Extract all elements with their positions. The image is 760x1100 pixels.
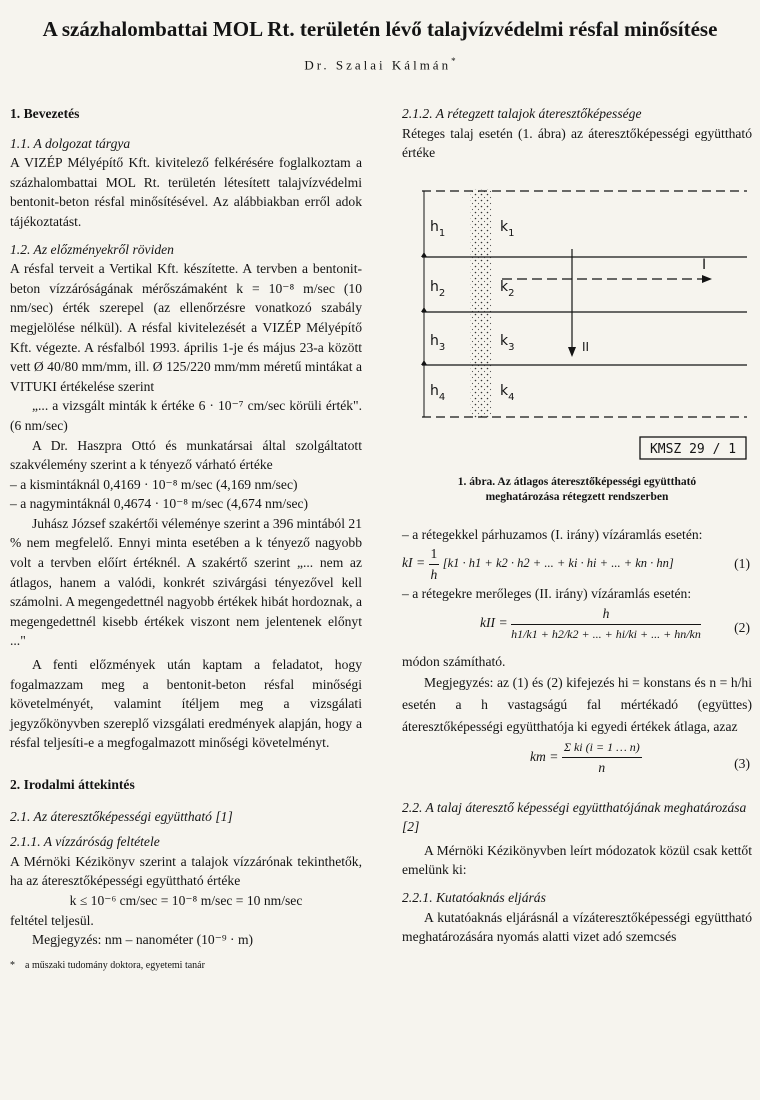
label-h4: $h_4$ xyxy=(430,382,446,403)
label-h1: $h_1$ xyxy=(430,218,446,239)
section-2-heading: 2. Irodalmi áttekintés xyxy=(10,777,135,792)
section-2-2-heading: 2.2. A talaj áteresztő képességi együtthatójának meghatározása [2] xyxy=(402,799,747,835)
author-footnote-mark: * xyxy=(451,56,456,66)
equation-2 xyxy=(402,604,752,652)
paragraph-6: A Mérnöki Kézikönyv szerint a talajok vízzárónak tekinthetők, ha az áteresztőképességi együttható értéke xyxy=(10,853,362,889)
eq3-lhs: km = xyxy=(530,748,559,764)
eq2-lhs: kII = xyxy=(480,615,508,631)
label-h2: $h_2$ xyxy=(430,278,446,299)
watertight-formula: k ≤ 10⁻⁶ cm/sec = 10⁻⁸ m/sec = 10 nm/sec xyxy=(69,892,303,908)
arrowhead-perpendicular xyxy=(568,347,576,357)
perpendicular-flow-intro: – a rétegekre merőleges (II. irány) vízáramlás esetén: xyxy=(402,586,692,602)
label-k1: $k_1$ xyxy=(500,218,515,239)
note-constant: Megjegyzés: az (1) és (2) kifejezés hi = konstans és n = h/hi esetén a h vastagságú fal mértékadó (együttes) áteresztőképességi együtthatója ki egyedi értékek átlaga, azaz xyxy=(402,674,752,734)
section-2-1-heading: 2.1. Az áteresztőképességi együttható [1] xyxy=(10,808,233,824)
label-k2: $k_2$ xyxy=(500,278,515,299)
parallel-flow-intro: – a rétegekkel párhuzamos (I. irány) vízáramlás esetén: xyxy=(402,526,703,542)
section-1-heading: 1. Bevezetés xyxy=(10,106,80,121)
footnote-text: a műszaki tudomány doktora, egyetemi tanár xyxy=(25,959,205,971)
caption-line-2: meghatározása rétegzett rendszerben xyxy=(485,490,669,503)
section-2-1-2-heading: 2.1.2. A rétegzett talajok áteresztőképessége xyxy=(402,106,642,121)
eq2-number: (2) xyxy=(734,620,750,636)
note-nanometer: Megjegyzés: nm – nanométer (10⁻⁹ · m) xyxy=(32,932,254,948)
paragraph-methods: A Mérnöki Kézikönyvben leírt módozatok közül csak kettőt emelünk ki: xyxy=(402,842,752,878)
paragraph-3: A Dr. Haszpra Ottó és munkatársai által szolgáltatott szakvélemény szerint a k tényező várható értéke xyxy=(10,437,362,473)
article-title: A százhalombattai MOL Rt. területén lévő talajvízvédelmi résfal minősítése xyxy=(42,17,718,41)
section-1-1-heading: 1.1. A dolgozat tárgya xyxy=(10,135,131,151)
eq1-number: (1) xyxy=(734,556,750,572)
equation-1 xyxy=(402,544,752,584)
section-1-2-heading: 1.2. Az előzményekről röviden xyxy=(10,241,174,257)
quote-1: „... a vizsgált minták k értéke 6 · 10⁻⁷ cm/sec körüli érték". (6 nm/sec) xyxy=(10,398,362,433)
eq3-fraction: $\frac{\text{Σ ki (i = 1 … n)}}{n}$ xyxy=(563,739,640,776)
left-column xyxy=(10,104,362,975)
caption-line-1: 1. ábra. Az átlagos áteresztőképességi együttható xyxy=(457,475,697,488)
section-2-1-1-heading: 2.1.1. A vízzáróság feltétele xyxy=(10,834,160,850)
label-h3: $h_3$ xyxy=(430,332,446,353)
author-name: Dr. Szalai Kálmán xyxy=(304,57,452,73)
paragraph-1: A VIZÉP Mélyépítő Kft. kivitelező felkérésére foglalkoztam a százhalombattai MOL Rt. területén létesített talajvízvédelmi bentonit-beton résfal minősítésével. Az alábbiakban erről adok tájékoztatást. xyxy=(10,155,362,229)
stamp-text: KMSZ 29 / 1 xyxy=(649,441,737,457)
bullet-large-samples: – a nagymintáknál 0,4674 · 10⁻⁸ m/sec (4,674 nm/sec) xyxy=(10,496,309,512)
layered-soil-diagram xyxy=(402,169,752,469)
eq3-number: (3) xyxy=(734,755,750,771)
label-k4: $k_4$ xyxy=(500,382,515,403)
arrowhead-parallel xyxy=(702,275,712,283)
figure-caption xyxy=(402,475,752,505)
paragraph-layered: Réteges talaj esetén (1. ábra) az áteresztőképességi együttható értéke xyxy=(402,125,752,161)
right-column xyxy=(402,104,752,947)
paragraph-2: A résfal tervеit a Vertikal Kft. készítette. A tervben a bentonit-beton vízzáróságának mérőszámaként k = 10⁻⁸ m/sec (10 nm/sec) érték szerepel (az ellenőrzésre vonatkozó szabály megjelölése nélkül). A résfal kivitelezését a VIZÉP Mélyépítő Kft. végezte. A résfalból 1993. április 1-je és május 23-a között vett Ø 40/80 mm/mm, ill. Ø 125/220 mm/mm méretű mintákat a VITUKI értékelése szerint xyxy=(10,261,362,394)
eq2-fraction: $\frac{h}{h1/k1 + h2/k2 + ... + hi/ki + ... + hn/kn}$ xyxy=(511,605,701,641)
label-k3: $k_3$ xyxy=(500,332,515,353)
footnote xyxy=(10,956,362,976)
eq1-body: [k1 · h1 + k2 · h2 + ... + ki · hi + ... + kn · hn] xyxy=(442,556,674,571)
paragraph-computable: módon számítható. xyxy=(402,653,506,669)
footnote-mark: * xyxy=(10,959,15,971)
paragraph-4: Juhász József szakértői véleménye szerint a 396 mintából 21 % nem megfelelő. Ennyi minta esetében a k tényező nagyobb volt a tervben előírt értéknél. A szakértő szerint „... nem az átlagos, hanem a valódi, konkrét szivárgási tényezővel kell számolni. A megengedettnél nagyobb értékek hibát hordoznak, a megengedettnél kisebb értékek viszont nem jelentenek előnyt ..." xyxy=(10,515,362,649)
figure-1 xyxy=(402,169,752,469)
label-direction-I: I xyxy=(702,256,707,273)
paragraph-7: feltétel teljesül. xyxy=(10,912,94,928)
bullet-small-samples: – a kismintáknál 0,4169 · 10⁻⁸ m/sec (4,169 nm/sec) xyxy=(10,476,298,492)
section-2-2-1-heading: 2.2.1. Kutatóaknás eljárás xyxy=(402,889,546,905)
paragraph-pit-method: A kutatóaknás eljárásnál a vízáteresztőképességi együttható meghatározására nyomás alatti vizet adó szemcsés xyxy=(402,909,752,945)
eq1-lhs: kI = xyxy=(402,555,426,571)
label-direction-II: II xyxy=(582,339,590,354)
equation-3 xyxy=(402,738,752,790)
eq1-fraction: $\frac{1}{h}$ xyxy=(430,546,438,582)
author-line xyxy=(0,52,760,75)
wall-strip xyxy=(470,189,492,419)
paragraph-5: A fenti előzmények után kaptam a feladatot, hogy fogalmazzam meg a bentonit-beton résfal minőségi követelményét, valamint ítéljem meg a vizsgálati jegyzőkönyvben szereplő vizsgálati eredmények alapján, hogy a résfal teljesíti-e a megfogalmazott minőségi követelményt. xyxy=(10,657,362,751)
